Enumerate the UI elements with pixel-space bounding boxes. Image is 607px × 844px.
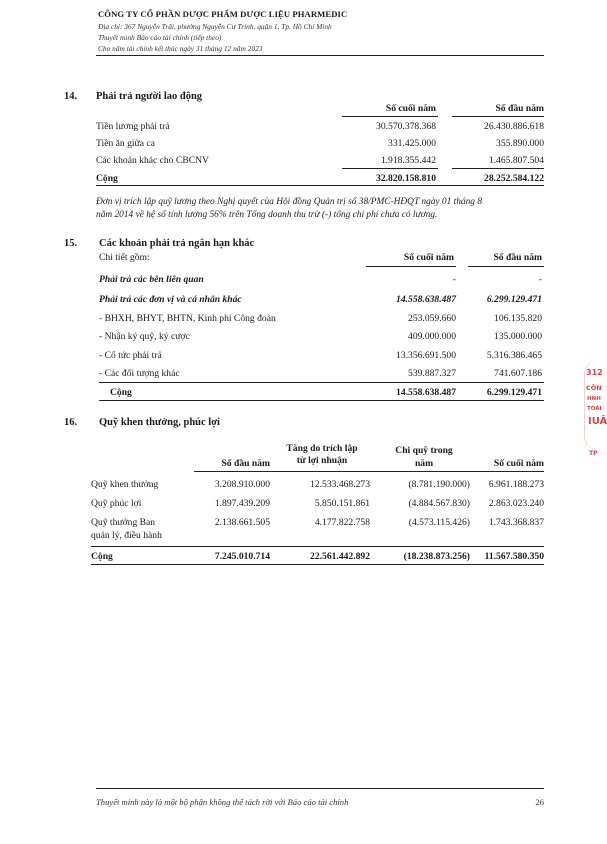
- s16-row-increase: 4.177.822.758: [314, 517, 370, 528]
- s16-row-end: 2.863.023.240: [488, 498, 544, 509]
- s16-row-label: Quỹ thưởng Ban: [91, 517, 156, 528]
- s15-detail-label: Chi tiết gồm:: [99, 252, 150, 263]
- section-16-title: Quỹ khen thưởng, phúc lợi: [99, 417, 220, 428]
- s14-row-begin: 1.465.807.504: [488, 155, 544, 166]
- footer-text: Thuyết minh này là một bộ phận không thể tách rời với Báo cáo tài chính: [96, 797, 349, 807]
- s15-total-begin: 6.299.129.471: [486, 387, 542, 398]
- s15-row-begin: 741.607.186: [494, 368, 542, 379]
- s16-row-begin: 1.897.439.209: [214, 498, 270, 509]
- footer-rule: [96, 788, 544, 789]
- s15-row-label: - Nhận ký quỹ, ký cược: [99, 331, 190, 342]
- s15-others-label: Phải trả các đơn vị và cá nhân khác: [99, 294, 242, 305]
- s14-row-end: 331.425.000: [388, 138, 436, 149]
- s16-row-begin: 3.208.910.000: [214, 479, 270, 490]
- report-period: Cho năm tài chính kết thúc ngày 31 tháng 12 năm 2023: [98, 44, 263, 53]
- stamp-text: HNH: [587, 396, 601, 402]
- section-15-title: Các khoản phải trả ngắn hạn khác: [99, 238, 255, 249]
- s16-row-label: Quỹ khen thưởng: [91, 479, 159, 490]
- s15-others-end: 14.558.638.487: [396, 294, 456, 305]
- s15-others-begin: 6.299.129.471: [486, 294, 542, 305]
- s15-total-end: 14.558.638.487: [396, 387, 456, 398]
- company-name: CÔNG TY CỔ PHẦN DƯỢC PHẨM DƯỢC LIỆU PHARMEDIC: [98, 9, 348, 19]
- s16-row-end: 1.743.368.837: [488, 517, 544, 528]
- stamp-text: TP: [589, 450, 598, 457]
- page-number: 26: [535, 797, 544, 807]
- s14-bottom-rule: [96, 185, 544, 186]
- section-15-number: 15.: [64, 238, 78, 249]
- s16-row-end: 6.961.188.273: [488, 479, 544, 490]
- s16-row-spend: (4.884.567.830): [408, 498, 470, 509]
- s16-row-spend: (8.781.190.000): [408, 479, 470, 490]
- s16-col-increase-header-1: Tăng do trích lập: [286, 443, 358, 454]
- stamp-text: CÔN: [586, 384, 602, 392]
- s15-row-end: 539.887.327: [408, 368, 456, 379]
- s15-total-rule: [99, 382, 544, 383]
- s15-related-begin: -: [538, 274, 542, 285]
- s16-row-label-line-2: quản lý, điều hành: [91, 530, 162, 541]
- s14-note-line-1: Đơn vị trích lập quỹ lương theo Nghị quyết của Hội đồng Quản trị số 38/PMC-HĐQT ngày 01 tháng 8: [96, 197, 483, 207]
- s16-total-label: Cộng: [91, 551, 113, 562]
- s14-row-label: Các khoản khác cho CBCNV: [96, 155, 209, 166]
- s15-row-begin: 5.316.386.465: [486, 350, 542, 361]
- s14-col-end-header: Số cuối năm: [385, 103, 436, 114]
- stamp-text: IUÂ: [588, 416, 607, 427]
- s16-col-end-header: Số cuối năm: [493, 458, 544, 469]
- s14-total-label: Cộng: [96, 173, 118, 184]
- s16-col-increase-header-2: từ lợi nhuận: [296, 455, 348, 466]
- s14-note-line-2: năm 2014 về hệ số tính lương 56% trên Tổng doanh thu trừ (-) tổng chi phí chưa có lương.: [96, 210, 438, 220]
- s14-header-rule-begin: [452, 116, 544, 117]
- s15-row-label: - Cổ tức phải trả: [99, 350, 162, 361]
- s15-col-begin-header: Số đầu năm: [493, 252, 542, 263]
- s16-total-begin: 7.245.010.714: [214, 551, 270, 562]
- s14-col-begin-header: Số đầu năm: [495, 103, 544, 114]
- s15-related-end: -: [452, 274, 456, 285]
- s14-row-label: Tiền ăn giữa ca: [96, 138, 155, 149]
- s16-row-begin: 2.138.661.505: [214, 517, 270, 528]
- s14-row-label: Tiền lương phải trả: [96, 121, 170, 132]
- stamp-text: 312: [586, 368, 603, 377]
- s16-bottom-rule: [91, 564, 544, 565]
- section-14-title: Phải trả người lao động: [96, 91, 203, 102]
- s16-row-spend: (4.573.115.426): [408, 517, 470, 528]
- s14-total-rule-end: [342, 168, 438, 169]
- s15-row-begin: 135.000.000: [494, 331, 542, 342]
- s16-row-label: Quỹ phúc lợi: [91, 498, 142, 509]
- s15-header-rule-begin: [468, 266, 544, 267]
- s15-col-end-header: Số cuối năm: [403, 252, 454, 263]
- section-14-number: 14.: [64, 91, 78, 102]
- s16-row-increase: 12.533.468.273: [310, 479, 370, 490]
- s15-row-end: 409.000.000: [408, 331, 456, 342]
- s16-total-rule: [91, 546, 544, 547]
- s15-total-label: Cộng: [110, 387, 132, 398]
- s15-row-end: 253.059.660: [408, 313, 456, 324]
- s14-header-rule-end: [342, 116, 438, 117]
- s15-row-label: - BHXH, BHYT, BHTN, Kinh phí Công đoàn: [99, 313, 276, 324]
- s15-header-rule-end: [366, 266, 456, 267]
- s16-header-rule: [194, 471, 544, 472]
- s15-row-end: 13.356.691.500: [396, 350, 456, 361]
- s16-total-increase: 22.561.442.892: [310, 551, 370, 562]
- s16-row-increase: 5.850.151.861: [314, 498, 370, 509]
- s14-total-end: 32.820.158.810: [376, 173, 436, 184]
- s15-bottom-rule: [99, 400, 544, 401]
- s14-row-end: 1.918.355.442: [380, 155, 436, 166]
- s15-row-begin: 106.135.820: [494, 313, 542, 324]
- s15-related-label: Phải trả các bên liên quan: [99, 274, 204, 285]
- stamp-text: TOÁI: [587, 406, 602, 412]
- header-rule: [96, 55, 544, 56]
- s15-row-label: - Các đối tượng khác: [99, 368, 180, 379]
- s16-col-spend-header-1: Chi quỹ trong: [395, 445, 453, 456]
- s14-row-begin: 355.890.000: [496, 138, 544, 149]
- s14-total-rule-begin: [452, 168, 544, 169]
- report-subtitle: Thuyết minh Báo cáo tài chính (tiếp theo): [98, 33, 222, 42]
- s14-total-begin: 28.252.584.122: [484, 173, 544, 184]
- s16-total-spend: (18.238.873.256): [403, 551, 470, 562]
- company-address: Địa chỉ: 367 Nguyễn Trãi, phường Nguyễn Cư Trinh, quận 1, Tp. Hồ Chí Minh: [98, 22, 332, 31]
- s16-total-end: 11.567.580.350: [484, 551, 544, 562]
- s14-row-end: 30.570.378.368: [376, 121, 436, 132]
- section-16-number: 16.: [64, 417, 78, 428]
- s16-col-begin-header: Số đầu năm: [221, 458, 270, 469]
- s14-row-begin: 26.430.886.618: [484, 121, 544, 132]
- s16-col-spend-header-2: năm: [414, 458, 434, 469]
